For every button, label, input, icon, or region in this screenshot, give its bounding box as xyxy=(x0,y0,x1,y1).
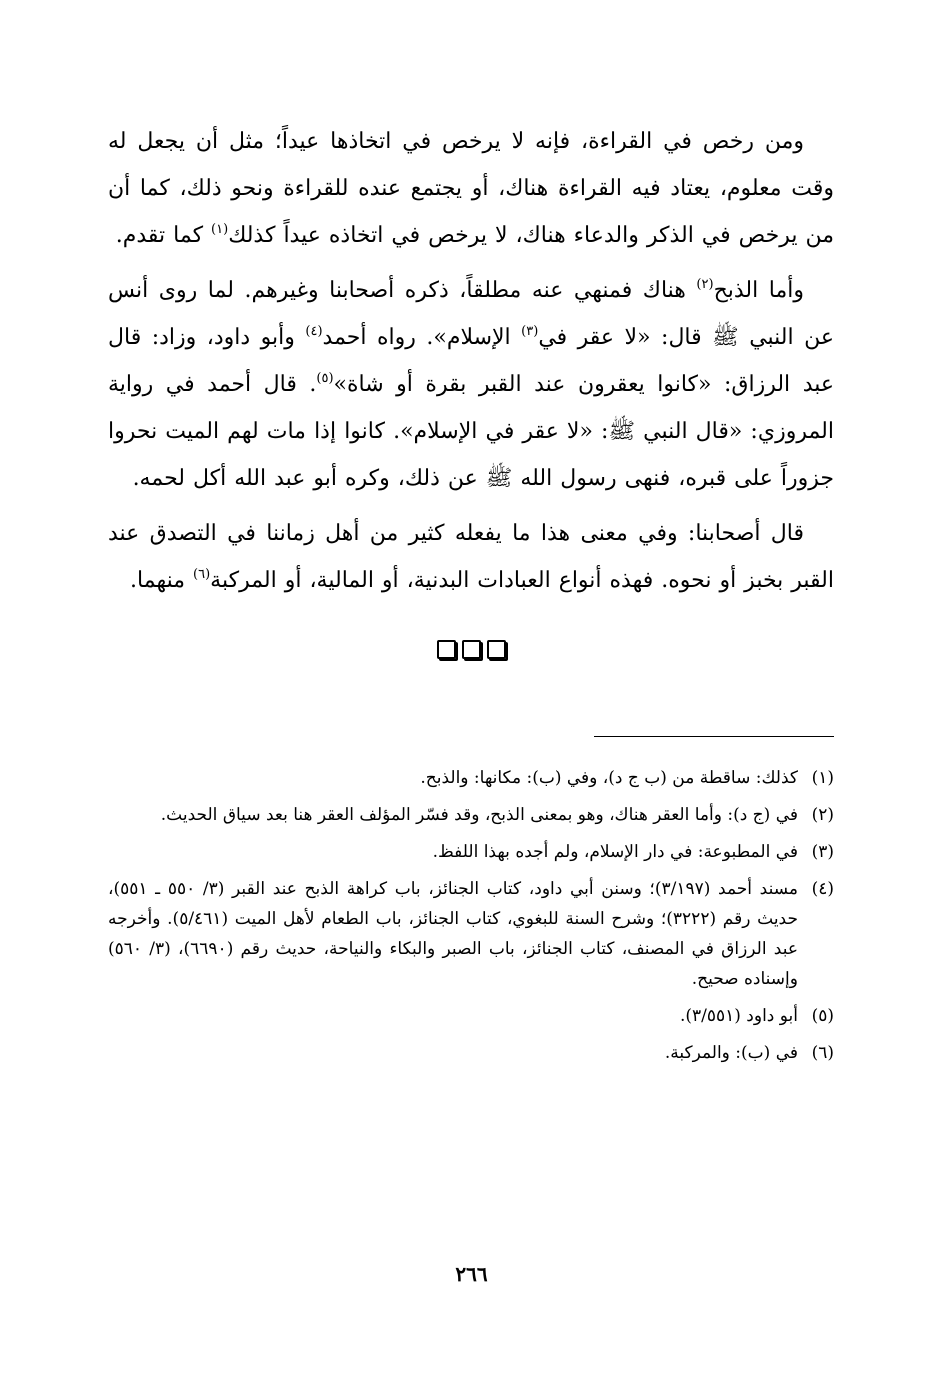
section-separator xyxy=(108,640,834,666)
footnote-item xyxy=(108,874,834,994)
paragraph-3: قال أصحابنا: وفي معنى هذا ما يفعله كثير من أهل زماننا في التصدق عند القبر بخبز أو نحوه. فهذه أنواع العبادات البدنية، أو المالية، أو المركبة$^{(٦)}$ منهما. xyxy=(108,521,834,593)
footnote-ref: (٣) xyxy=(521,324,539,339)
footnote-item xyxy=(108,837,834,867)
square-ornament-icon xyxy=(437,640,456,659)
footnote-ref: (٢) xyxy=(696,277,714,292)
footnote-item xyxy=(108,763,834,793)
footnote-text: في المطبوعة: في دار الإسلام، ولم أجده بهذا اللفظ. xyxy=(432,842,798,862)
main-text xyxy=(108,118,834,604)
footnote-item xyxy=(108,1038,834,1068)
footnote-ref: (٤) xyxy=(305,324,323,339)
footnote-text: في (ج د): وأما العقر هناك، وهو بمعنى الذبح، وقد فسّر المؤلف العقر هنا بعد سياق الحديث. xyxy=(160,805,798,825)
square-ornament-icon xyxy=(487,640,506,659)
footnote-number: (٥) xyxy=(811,1006,834,1026)
book-page xyxy=(108,118,834,1298)
footnote-rule xyxy=(594,736,834,737)
footnote-text: مسند أحمد (٣/١٩٧)؛ وسنن أبي داود، كتاب الجنائز، باب كراهة الذبح عند القبر (٣/ ٥٥٠ ـ ٥٥١)، حديث رقم (٣٢٢٢)؛ وشرح السنة للبغوي، كتاب الجنائز، باب الطعام لأهل الميت (٥/٤٦١). وأخرجه عبد الرزاق في المصنف، كتاب الجنائز، باب الصبر والبكاء والنياحة، حديث رقم (٦٦٩٠)، (٣/ ٥٦٠) وإسناده صحيح. xyxy=(108,879,799,989)
footnote-ref: (٦) xyxy=(193,567,211,582)
footnote-item xyxy=(108,800,834,830)
footnote-item xyxy=(108,1001,834,1031)
square-ornament-icon xyxy=(462,640,481,659)
footnote-text: في (ب): والمركبة. xyxy=(664,1043,798,1063)
footnote-number: (٣) xyxy=(811,842,834,862)
paragraph-2: وأما الذبح$^{(٢)}$ هناك فمنهي عنه مطلقاً، ذكره أصحابنا وغيرهم. لما روى أنس عن النبي ﷺ قال: «لا عقر في$^{(٣)}$ الإسلام». رواه أحمد$^{(٤)}$ وأبو داود، وزاد: قال عبد الرزاق: «كانوا يعقرون عند القبر بقرة أو شاة»$^{(٥)}$. قال أحمد في رواية المروزي: «قال النبي ﷺ: «لا عقر في الإسلام». كانوا إذا مات لهم الميت نحروا جزوراً على قبره، فنهى رسول الله ﷺ عن ذلك، وكره أبو عبد الله أكل لحمه. xyxy=(108,277,835,491)
footnote-ref: (١) xyxy=(211,222,229,237)
footnotes xyxy=(108,763,834,1068)
paragraph-1: ومن رخص في القراءة، فإنه لا يرخص في اتخاذها عيداً؛ مثل أن يجعل له وقت معلوم، يعتاد فيه القراءة هناك، أو يجتمع عنده للقراءة ونحو ذلك، كما أن من يرخص في الذكر والدعاء هناك، لا يرخص في اتخاذه عيداً كذلك$^{(١)}$ كما تقدم. xyxy=(108,129,834,248)
footnote-ref: (٥) xyxy=(316,371,334,386)
footnote-number: (١) xyxy=(811,768,834,788)
page-number: ٢٦٦ xyxy=(455,1262,488,1286)
footnote-number: (٢) xyxy=(811,805,834,825)
footnote-number: (٤) xyxy=(811,879,834,899)
footnote-number: (٦) xyxy=(811,1043,834,1063)
footnote-text: أبو داود (٣/٥٥١). xyxy=(679,1006,798,1026)
footnote-text: كذلك: ساقطة من (ب ج د)، وفي (ب): مكانها: والذبح. xyxy=(420,768,798,788)
